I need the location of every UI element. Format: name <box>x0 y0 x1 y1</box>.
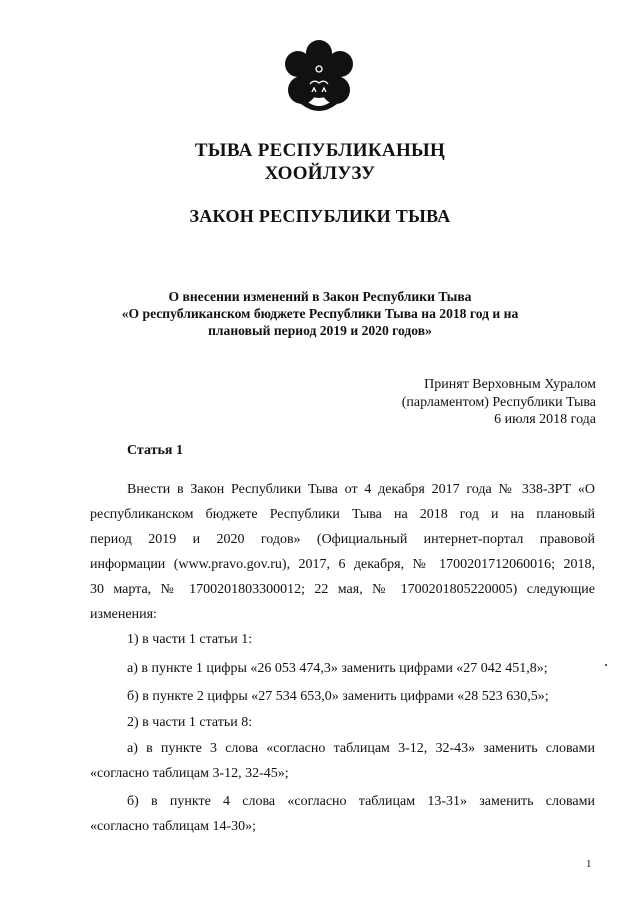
scan-speck <box>605 664 607 666</box>
law-title: ЗАКОН РЕСПУБЛИКИ ТЫВА <box>189 206 451 226</box>
title-tuvan-line2: ХООЙЛУЗУ <box>264 163 376 184</box>
adoption-line: Принят Верховным Хуралом <box>424 377 596 392</box>
list-item: 1) в части 1 статьи 1: <box>127 632 253 647</box>
page-number: 1 <box>586 858 592 870</box>
adoption-note <box>296 376 596 429</box>
body-line: изменения: <box>90 607 157 622</box>
subject-line: плановый период 2019 и 2020 годов» <box>208 323 432 338</box>
list-item: б) в пункте 2 цифры «27 534 653,0» заменить цифрами «28 523 630,5»; <box>127 689 549 704</box>
adoption-date: 6 июля 2018 года <box>494 412 596 427</box>
body-line: республиканском бюджете Республики Тыва на 2018 год и на плановый <box>90 507 595 522</box>
body-line: информации (www.pravo.gov.ru), 2017, 6 декабря, № 1700201712060016; 2018, <box>90 557 595 572</box>
body-line: Внести в Закон Республики Тыва от 4 декабря 2017 года № 338-ЗРТ «О <box>127 482 595 497</box>
tuva-coat-of-arms-icon <box>279 38 359 118</box>
list-item: а) в пункте 3 слова «согласно таблицам 3-12, 32-43» заменить словами <box>127 741 595 756</box>
subject-line: О внесении изменений в Закон Республики Тыва <box>168 289 472 304</box>
body-line: 30 марта, № 1700201803300012; 22 мая, № 1700201805220005) следующие <box>90 582 595 597</box>
list-item: а) в пункте 1 цифры «26 053 474,3» заменить цифрами «27 042 451,8»; <box>127 661 548 676</box>
subject-line: «О республиканском бюджете Республики Тыва на 2018 год и на <box>121 306 519 321</box>
adoption-line: (парламентом) Республики Тыва <box>401 394 596 410</box>
article-title: Статья 1 <box>127 443 183 458</box>
list-item-continuation: «согласно таблицам 14-30»; <box>90 819 257 834</box>
body-line: период 2019 и 2020 годов» (Официальный интернет-портал правовой <box>90 532 595 547</box>
list-item: б) в пункте 4 слова «согласно таблицам 13-31» заменить словами <box>127 794 595 809</box>
title-tuvan-line1: ТЫВА РЕСПУБЛИКАНЫҢ <box>194 140 446 161</box>
list-item: 2) в части 1 статьи 8: <box>127 715 253 730</box>
list-item-continuation: «согласно таблицам 3-12, 32-45»; <box>90 766 289 781</box>
law-subject <box>60 288 580 339</box>
